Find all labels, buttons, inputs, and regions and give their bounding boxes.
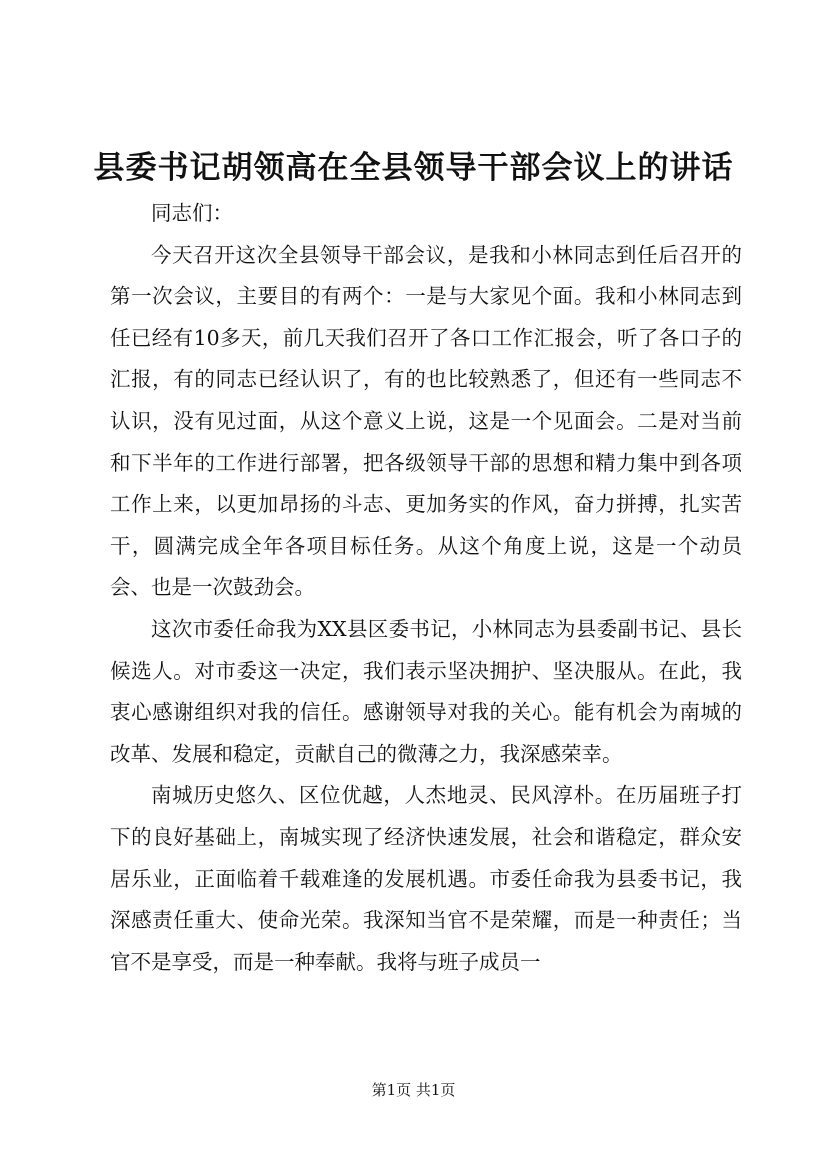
paragraph-2: 这次市委任命我为XX县区委书记，小林同志为县委副书记、县长候选人。对市委这一决定，我们表示坚决拥护、坚决服从。在此，我衷心感谢组织对我的信任。感谢领导对我的关心。能有机会为南城的改革、发展和稳定，贡献自己的微薄之力，我深感荣幸。 [110, 616, 742, 766]
paragraph-3: 南城历史悠久、区位优越，人杰地灵、民风淳朴。在历届班子打下的良好基础上，南城实现了经济快速发展，社会和谐稳定，群众安居乐业，正面临着千载难逢的发展机遇。市委任命我为县委书记，我深感责任重大、使命光荣。我深知当官不是荣耀，而是一种责任；当官不是享受，而是一种奉献。我将与班子成员一 [110, 783, 742, 974]
document-title: 县委书记胡领高在全县领导干部会议上的讲话 [93, 150, 734, 186]
salutation: 同志们： [151, 201, 233, 225]
paragraph-1: 今天召开这次全县领导干部会议，是我和小林同志到任后召开的第一次会议，主要目的有两个：一是与大家见个面。我和小林同志到任已经有10多天，前几天我们召开了各口工作汇报会，听了各口子的汇报，有的同志已经认识了，有的也比较熟悉了，但还有一些同志不认识，没有见过面，从这个意义上说，这是一个见面会。二是对当前和下半年的工作进行部署，把各级领导干部的思想和精力集中到各项工作上来，以更加昂扬的斗志、更加务实的作风，奋力拼搏，扎实苦干，圆满完成全年各项目标任务。从这个角度上说，这是一个动员会、也是一次鼓劲会。 [110, 242, 742, 600]
document-body [110, 193, 742, 983]
page-footer: 第1页 共1页 [371, 1081, 456, 1099]
